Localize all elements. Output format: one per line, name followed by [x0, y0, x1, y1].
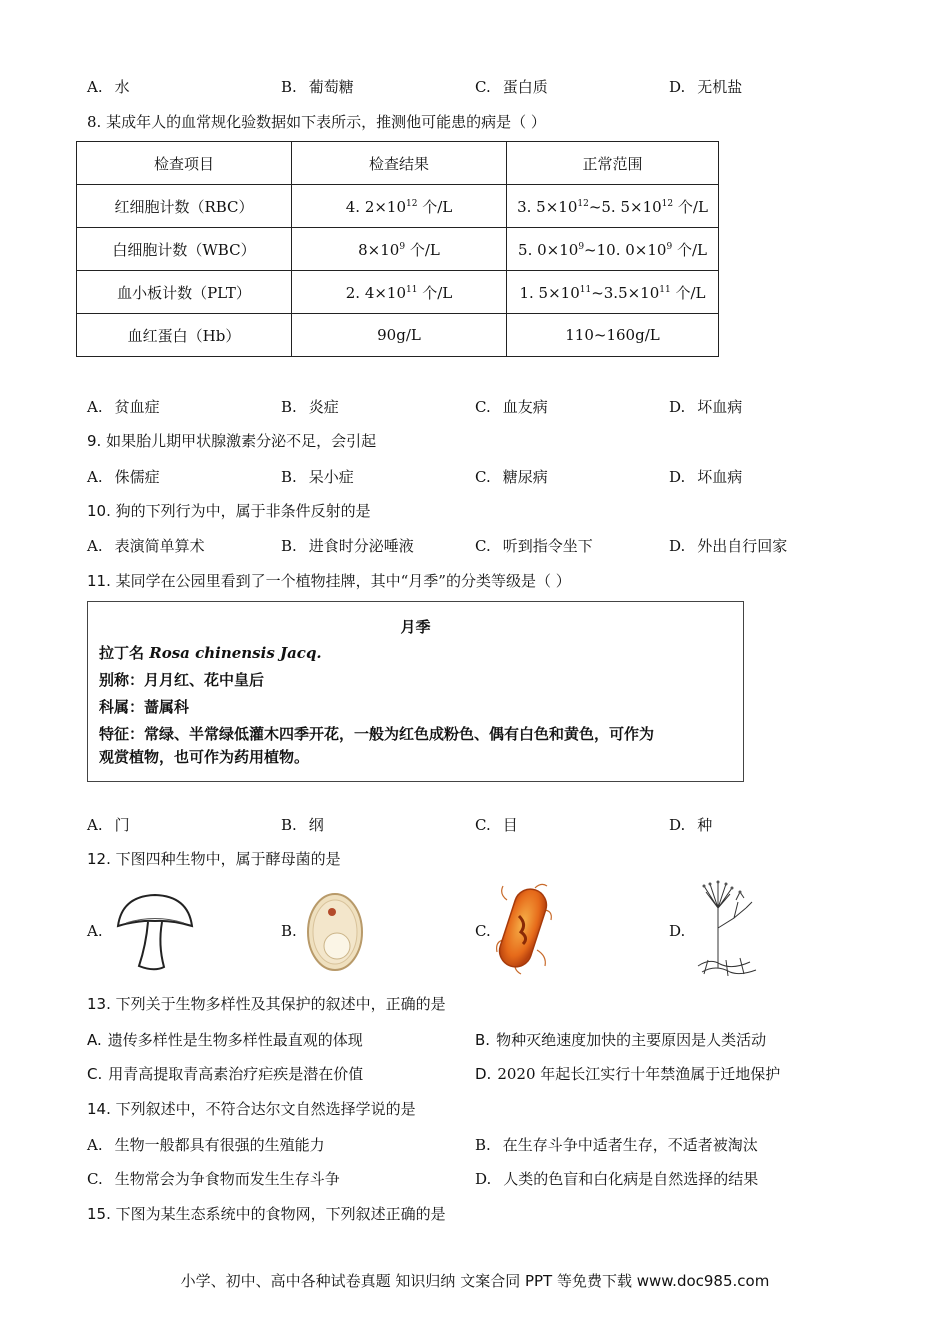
q13-option-a: A. 遗传多样性是生物多样性最直观的体现 [87, 1031, 363, 1049]
q9-stem: 9. 如果胎儿期甲状腺激素分泌不足，会引起 [87, 432, 377, 450]
q8-option-b: B. 炎症 [281, 398, 339, 416]
q7-option-a: A. 水 [87, 78, 130, 96]
table-header: 检查结果 [292, 142, 507, 185]
q12-option-d: D. [669, 922, 686, 940]
table-row: 白细胞计数（WBC） $8\times 10^9$ 个/L 5. $0\times 10^9\sim 10$. $0\times 10^9$ 个/L [77, 228, 719, 271]
q10-option-a: A. 表演简单算术 [87, 537, 205, 555]
q8-option-d: D. 坏血病 [669, 398, 743, 416]
card-latin: 拉丁名 Rosa chinensis Jacq. [99, 644, 322, 662]
q10-option-c: C. 听到指令坐下 [475, 537, 593, 555]
q13-option-b: B. 物种灭绝速度加快的主要原因是人类活动 [475, 1031, 767, 1049]
q11-option-c: C. 目 [475, 816, 518, 834]
q13-option-c: C. 用青高提取青高素治疗疟疾是潜在价值 [87, 1065, 364, 1083]
plant-label-card [87, 601, 744, 782]
table-header: 正常范围 [507, 142, 719, 185]
blood-test-table [76, 141, 719, 357]
q9-option-c: C. 糖尿病 [475, 468, 548, 486]
card-feature-cont: 观赏植物，也可作为药用植物。 [99, 748, 310, 766]
card-alias: 别称：月月红、花中皇后 [99, 671, 265, 689]
q7-option-b: B. 葡萄糖 [281, 78, 354, 96]
q14-option-a: A. 生物一般都具有很强的生殖能力 [87, 1136, 325, 1154]
q7-option-d: D. 无机盐 [669, 78, 743, 96]
q10-stem: 10. 狗的下列行为中，属于非条件反射的是 [87, 502, 371, 520]
q9-option-b: B. 呆小症 [281, 468, 354, 486]
q13-option-d: D. 2020 年起长江实行十年禁渔属于迁地保护 [475, 1065, 781, 1083]
q13-stem: 13. 下列关于生物多样性及其保护的叙述中，正确的是 [87, 995, 446, 1013]
q10-option-b: B. 进食时分泌唾液 [281, 537, 414, 555]
card-feature: 特征：常绿、半常绿低灌木四季开花，一般为红色成粉色、偶有白色和黄色，可作为 [99, 725, 655, 743]
q14-option-b: B. 在生存斗争中适者生存，不适者被淘汰 [475, 1136, 758, 1154]
q12-option-a: A. [87, 922, 103, 940]
bacterium-icon [495, 880, 555, 976]
q14-option-c: C. 生物常会为争食物而发生生存斗争 [87, 1170, 340, 1188]
card-title: 月季 [400, 618, 431, 636]
q7-option-c: C. 蛋白质 [475, 78, 548, 96]
mushroom-icon [112, 890, 198, 974]
q9-option-d: D. 坏血病 [669, 468, 743, 486]
q12-option-b: B. [281, 922, 297, 940]
q8-option-c: C. 血友病 [475, 398, 548, 416]
card-family: 科属：蔷属科 [99, 698, 190, 716]
mold-icon [690, 878, 760, 978]
q9-option-a: A. 侏儒症 [87, 468, 160, 486]
q12-stem: 12. 下图四种生物中，属于酵母菌的是 [87, 850, 341, 868]
page-footer: 小学、初中、高中各种试卷真题 知识归纳 文案合同 PPT 等免费下载 www.doc985.com [180, 1272, 770, 1290]
yeast-cell-icon [305, 890, 365, 974]
table-row: 红细胞计数（RBC） 4. $2\times 10^{12}$ 个/L 3. $5\times 10^{12}\sim 5$. $5\times 10^{12}$ 个/L [77, 185, 719, 228]
q11-stem: 11. 某同学在公园里看到了一个植物挂牌，其中“月季”的分类等级是（ ） [87, 572, 571, 590]
table-row: 血小板计数（PLT） 2. $4\times 10^{11}$ 个/L 1. $5\times 10^{11}\sim 3.5\times 10^{11}$ 个/L [77, 271, 719, 314]
table-row: 血红蛋白（Hb） 90g/L 110~160g/L [77, 314, 719, 357]
q8-option-a: A. 贫血症 [87, 398, 160, 416]
q14-option-d: D. 人类的色盲和白化病是自然选择的结果 [475, 1170, 759, 1188]
table-header: 检查项目 [77, 142, 292, 185]
q10-option-d: D. 外出自行回家 [669, 537, 788, 555]
q11-option-a: A. 门 [87, 816, 130, 834]
q12-option-c: C. [475, 922, 491, 940]
q14-stem: 14. 下列叙述中，不符合达尔文自然选择学说的是 [87, 1100, 416, 1118]
q11-option-b: B. 纲 [281, 816, 324, 834]
q15-stem: 15. 下图为某生态系统中的食物网，下列叙述正确的是 [87, 1205, 446, 1223]
q11-option-d: D. 种 [669, 816, 713, 834]
q8-stem: 8. 某成年人的血常规化验数据如下表所示，推测他可能患的病是（ ） [87, 113, 546, 131]
